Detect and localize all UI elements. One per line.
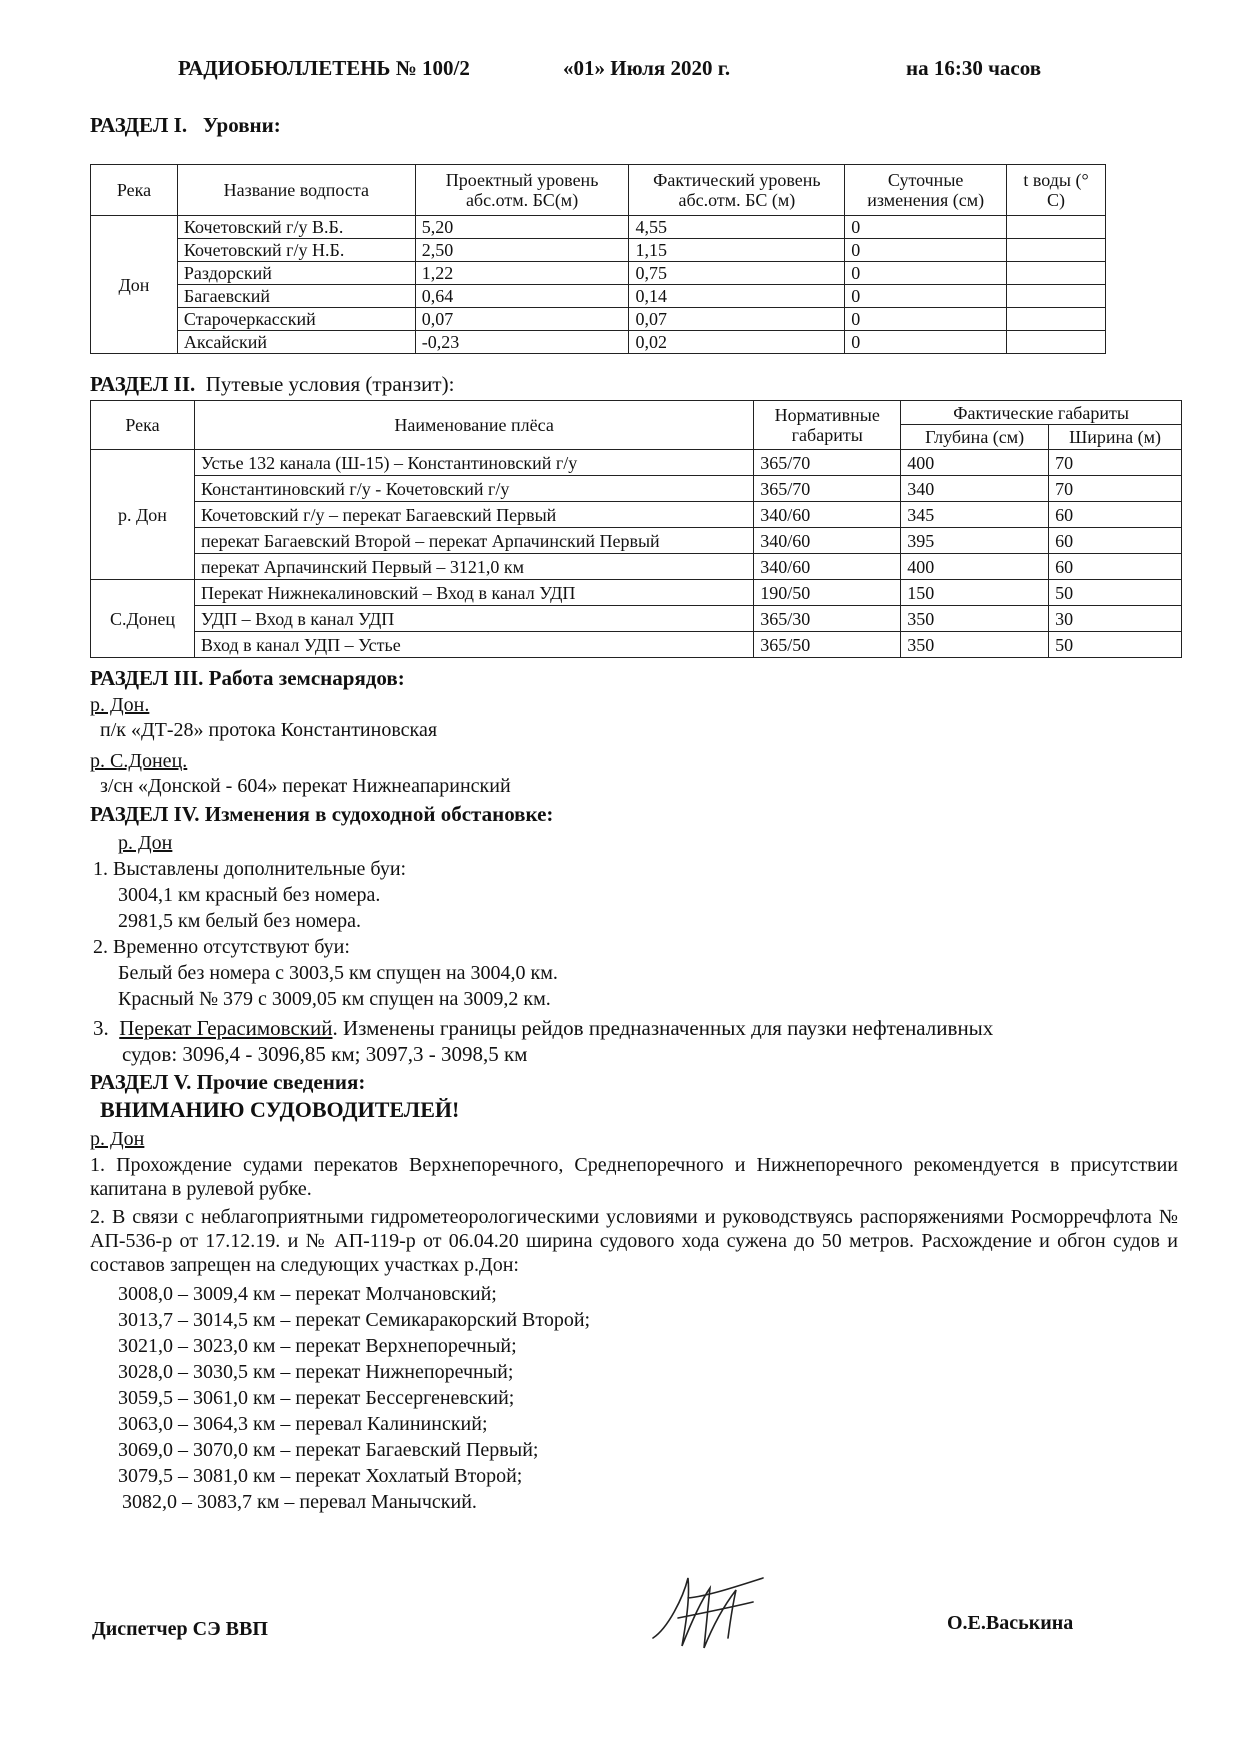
reach-cell: Константиновский г/у - Кочетовский г/у bbox=[194, 476, 753, 502]
width-cell: 60 bbox=[1049, 502, 1182, 528]
transit-header-depth: Глубина (см) bbox=[901, 425, 1049, 450]
norm-cell: 365/70 bbox=[754, 450, 901, 476]
fact-cell: 0,02 bbox=[629, 331, 845, 354]
depth-cell: 395 bbox=[901, 528, 1049, 554]
norm-cell: 365/70 bbox=[754, 476, 901, 502]
section5-paragraph-1: 1. Прохождение судами перекатов Верхнепоречного, Среднепоречного и Нижнепоречного рекомендуется в присутствии капитана в рулевой рубке. bbox=[90, 1154, 1178, 1200]
transit-header-river: Река bbox=[91, 401, 195, 450]
section1-title-number: РАЗДЕЛ I. bbox=[90, 113, 188, 137]
section4-item-1a: 3004,1 км красный без номера. bbox=[118, 884, 381, 906]
reach-cell: перекат Багаевский Второй – перекат Арпачинский Первый bbox=[194, 528, 753, 554]
levels-header-change: Суточные изменения (см) bbox=[845, 165, 1007, 216]
depth-cell: 350 bbox=[901, 606, 1049, 632]
transit-header-norm: Нормативные габариты bbox=[754, 401, 901, 450]
table-row bbox=[91, 239, 1106, 262]
table-row bbox=[91, 476, 1182, 502]
width-cell: 70 bbox=[1049, 476, 1182, 502]
reach-cell: Вход в канал УДП – Устье bbox=[194, 632, 753, 658]
reach-cell: Устье 132 канала (Ш-15) – Константиновский г/у bbox=[194, 450, 753, 476]
width-cell: 50 bbox=[1049, 632, 1182, 658]
levels-header-fact: Фактический уровень абс.отм. БС (м) bbox=[629, 165, 845, 216]
section2-title-number: РАЗДЕЛ II. bbox=[90, 372, 196, 396]
reach-cell: перекат Арпачинский Первый – 3121,0 км bbox=[194, 554, 753, 580]
depth-cell: 150 bbox=[901, 580, 1049, 606]
levels-header-temp: t воды (° С) bbox=[1007, 165, 1106, 216]
post-cell: Кочетовский г/у В.Б. bbox=[177, 216, 415, 239]
section2-title-text: Путевые условия (транзит): bbox=[205, 372, 455, 396]
section4-item-1: 1. Выставлены дополнительные буи: bbox=[93, 858, 407, 880]
list-item: 3021,0 – 3023,0 км – перекат Верхнепоречный; bbox=[118, 1335, 517, 1357]
list-item: 3059,5 – 3061,0 км – перекат Бессергеневский; bbox=[118, 1387, 515, 1409]
change-cell: 0 bbox=[845, 216, 1007, 239]
bulletin-header bbox=[178, 56, 1042, 81]
fact-cell: 0,07 bbox=[629, 308, 845, 331]
section3-river-don: р. Дон. bbox=[90, 694, 150, 716]
dispatcher-name: О.Е.Васькина bbox=[947, 1612, 1074, 1634]
temp-cell bbox=[1007, 216, 1106, 239]
proj-cell: 1,22 bbox=[415, 262, 629, 285]
table-row bbox=[91, 216, 1106, 239]
section4-item-3-place: Перекат Герасимовский bbox=[119, 1016, 333, 1040]
norm-cell: 190/50 bbox=[754, 580, 901, 606]
section4-item-3-num: 3. bbox=[93, 1016, 109, 1040]
table-row bbox=[91, 528, 1182, 554]
norm-cell: 365/50 bbox=[754, 632, 901, 658]
depth-cell: 345 bbox=[901, 502, 1049, 528]
post-cell: Багаевский bbox=[177, 285, 415, 308]
norm-cell: 340/60 bbox=[754, 502, 901, 528]
table-row bbox=[91, 502, 1182, 528]
table-row bbox=[91, 632, 1182, 658]
levels-table bbox=[90, 164, 1106, 354]
fact-cell: 0,75 bbox=[629, 262, 845, 285]
list-item: 3079,5 – 3081,0 км – перекат Хохлатый Второй; bbox=[118, 1465, 523, 1487]
section4-item-2a: Белый без номера с 3003,5 км спущен на 3004,0 км. bbox=[118, 962, 558, 984]
table-row bbox=[91, 331, 1106, 354]
bulletin-date: «01» Июля 2020 г. bbox=[563, 56, 731, 80]
reach-cell: УДП – Вход в канал УДП bbox=[194, 606, 753, 632]
levels-header-proj: Проектный уровень абс.отм. БС(м) bbox=[415, 165, 629, 216]
depth-cell: 400 bbox=[901, 554, 1049, 580]
fact-cell: 0,14 bbox=[629, 285, 845, 308]
post-cell: Раздорский bbox=[177, 262, 415, 285]
table-row bbox=[91, 450, 1182, 476]
post-cell: Аксайский bbox=[177, 331, 415, 354]
section5-river: р. Дон bbox=[90, 1128, 145, 1150]
handwritten-signature bbox=[648, 1568, 768, 1658]
transit-header-width: Ширина (м) bbox=[1049, 425, 1182, 450]
dispatcher-title: Диспетчер СЭ ВВП bbox=[92, 1618, 268, 1640]
bulletin-number: РАДИОБЮЛЛЕТЕНЬ № 100/2 bbox=[178, 56, 470, 80]
width-cell: 30 bbox=[1049, 606, 1182, 632]
list-item: 3008,0 – 3009,4 км – перекат Молчановский; bbox=[118, 1283, 497, 1305]
post-cell: Кочетовский г/у Н.Б. bbox=[177, 239, 415, 262]
norm-cell: 365/30 bbox=[754, 606, 901, 632]
reach-cell: Перекат Нижнекалиновский – Вход в канал УДП bbox=[194, 580, 753, 606]
temp-cell bbox=[1007, 239, 1106, 262]
reach-cell: Кочетовский г/у – перекат Багаевский Первый bbox=[194, 502, 753, 528]
proj-cell: 0,64 bbox=[415, 285, 629, 308]
table-row bbox=[91, 285, 1106, 308]
section1-title bbox=[90, 113, 281, 138]
fact-cell: 4,55 bbox=[629, 216, 845, 239]
width-cell: 50 bbox=[1049, 580, 1182, 606]
list-item: 3063,0 – 3064,3 км – перевал Калининский; bbox=[118, 1413, 488, 1435]
transit-river-cell: С.Донец bbox=[91, 580, 195, 658]
depth-cell: 400 bbox=[901, 450, 1049, 476]
temp-cell bbox=[1007, 308, 1106, 331]
depth-cell: 350 bbox=[901, 632, 1049, 658]
change-cell: 0 bbox=[845, 262, 1007, 285]
table-row bbox=[91, 308, 1106, 331]
proj-cell: 5,20 bbox=[415, 216, 629, 239]
transit-header-fact: Фактические габариты bbox=[901, 401, 1182, 425]
proj-cell: 0,07 bbox=[415, 308, 629, 331]
norm-cell: 340/60 bbox=[754, 528, 901, 554]
levels-river-cell: Дон bbox=[91, 216, 178, 354]
section5-paragraph-2: 2. В связи с неблагоприятными гидрометеорологическими условиями и руководствуясь распоряжениями Росморречфлота № АП-536-р от 17.12.19. и № АП-119-р от 06.04.20 ширина судового хода сужена до 50 метров. Расхождение и обгон судов и составов запрещен на следующих участках р.Дон: bbox=[90, 1206, 1178, 1276]
temp-cell bbox=[1007, 331, 1106, 354]
change-cell: 0 bbox=[845, 308, 1007, 331]
section1-title-text: Уровни: bbox=[202, 113, 281, 137]
width-cell: 70 bbox=[1049, 450, 1182, 476]
temp-cell bbox=[1007, 262, 1106, 285]
section5-title: РАЗДЕЛ V. Прочие сведения: bbox=[90, 1070, 366, 1094]
change-cell: 0 bbox=[845, 285, 1007, 308]
table-row bbox=[91, 262, 1106, 285]
width-cell: 60 bbox=[1049, 528, 1182, 554]
section3-river-donets: р. С.Донец. bbox=[90, 750, 188, 772]
section4-item-3-text: . Изменены границы рейдов предназначенных для паузки нефтеналивных bbox=[332, 1016, 994, 1040]
proj-cell: 2,50 bbox=[415, 239, 629, 262]
table-row bbox=[91, 580, 1182, 606]
change-cell: 0 bbox=[845, 331, 1007, 354]
section3-title: РАЗДЕЛ III. Работа земснарядов: bbox=[90, 666, 405, 690]
section4-item-2: 2. Временно отсутствуют буи: bbox=[93, 936, 350, 958]
list-item: 3069,0 – 3070,0 км – перекат Багаевский Первый; bbox=[118, 1439, 539, 1461]
temp-cell bbox=[1007, 285, 1106, 308]
list-item: 3028,0 – 3030,5 км – перекат Нижнепоречный; bbox=[118, 1361, 514, 1383]
table-row bbox=[91, 606, 1182, 632]
fact-cell: 1,15 bbox=[629, 239, 845, 262]
section3-dredger-2: з/сн «Донской - 604» перекат Нижнеапаринский bbox=[100, 775, 511, 797]
transit-header-name: Наименование плёса bbox=[194, 401, 753, 450]
table-row bbox=[91, 554, 1182, 580]
section5-attention: ВНИМАНИЮ СУДОВОДИТЕЛЕЙ! bbox=[100, 1097, 460, 1122]
section3-dredger-1: п/к «ДТ-28» протока Константиновская bbox=[100, 719, 438, 741]
section4-item-3 bbox=[93, 1016, 993, 1041]
section4-title: РАЗДЕЛ IV. Изменения в судоходной обстановке: bbox=[90, 802, 554, 826]
levels-header-post: Название водпоста bbox=[177, 165, 415, 216]
section4-item-2b: Красный № 379 с 3009,05 км спущен на 3009,2 км. bbox=[118, 988, 551, 1010]
section4-item-1b: 2981,5 км белый без номера. bbox=[118, 910, 361, 932]
levels-header-river: Река bbox=[91, 165, 178, 216]
section2-title bbox=[90, 372, 454, 397]
width-cell: 60 bbox=[1049, 554, 1182, 580]
section4-river: р. Дон bbox=[118, 832, 173, 854]
bulletin-time: на 16:30 часов bbox=[906, 56, 1042, 80]
section4-item-3b: судов: 3096,4 - 3096,85 км; 3097,3 - 3098,5 км bbox=[122, 1042, 528, 1066]
list-item: 3013,7 – 3014,5 км – перекат Семикаракорский Второй; bbox=[118, 1309, 591, 1331]
list-item: 3082,0 – 3083,7 км – перевал Манычский. bbox=[122, 1491, 477, 1513]
transit-river-cell: р. Дон bbox=[91, 450, 195, 580]
depth-cell: 340 bbox=[901, 476, 1049, 502]
change-cell: 0 bbox=[845, 239, 1007, 262]
post-cell: Старочеркасский bbox=[177, 308, 415, 331]
norm-cell: 340/60 bbox=[754, 554, 901, 580]
proj-cell: -0,23 bbox=[415, 331, 629, 354]
transit-table bbox=[90, 400, 1182, 658]
